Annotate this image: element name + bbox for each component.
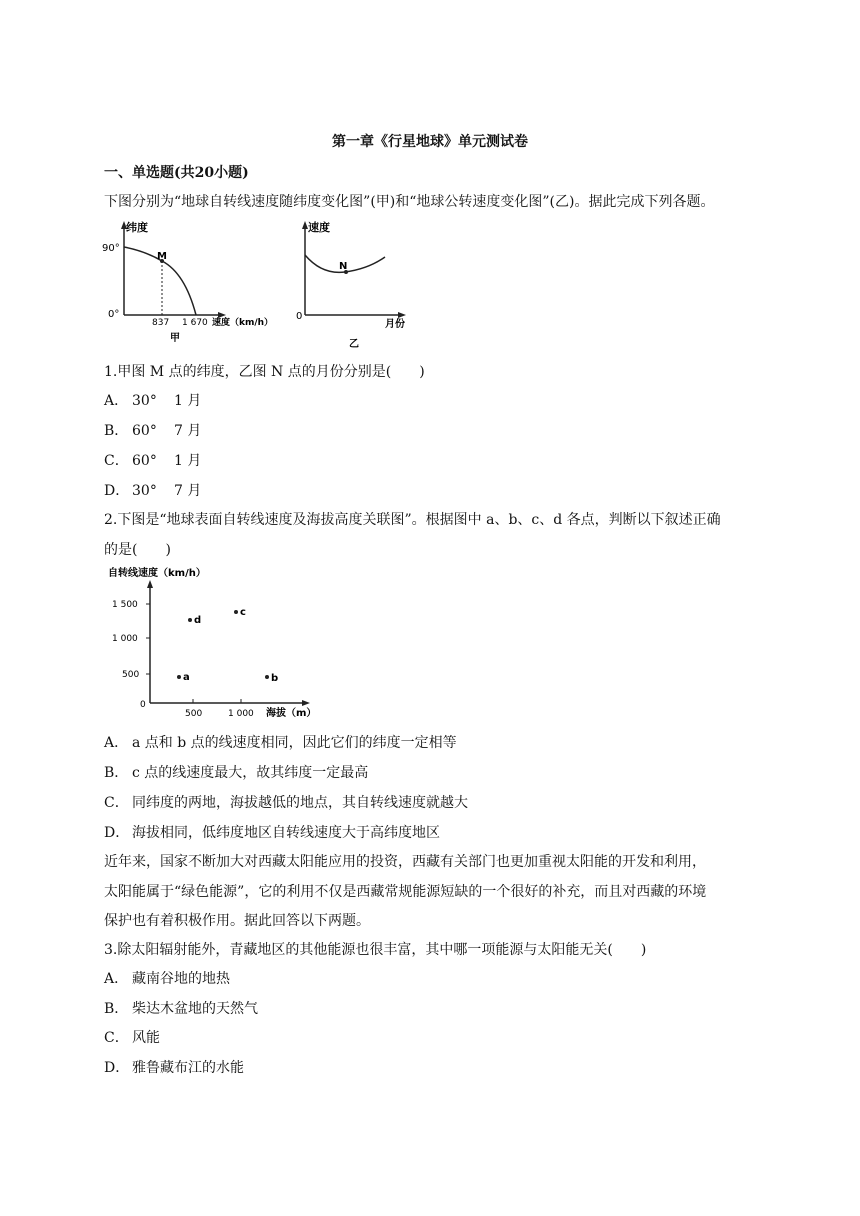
intro-text: 下图分别为“地球自转线速度随纬度变化图”(甲)和“地球公转速度变化图”(乙)。据此完成下列各题。 [104, 194, 715, 210]
option-key: D． [104, 483, 130, 499]
option-text: 藏南谷地的地热 [132, 971, 230, 987]
fig2-point-b [265, 675, 269, 679]
jia-y-top: 90° [102, 243, 120, 254]
jia-origin: 0° [108, 309, 120, 320]
option-text: 海拔相同，低纬度地区自转线速度大于高纬度地区 [132, 825, 440, 841]
fig2-x-tick-500: 500 [185, 709, 203, 719]
fig2-point-a [177, 675, 181, 679]
figure-1 [100, 215, 430, 350]
fig2-point-d [188, 618, 192, 622]
option-key: B． [104, 765, 129, 781]
figure-yi [296, 220, 406, 350]
fig2-origin: 0 [140, 700, 146, 710]
q1-stem: 1.甲图 M 点的纬度，乙图 N 点的月份分别是( ) [104, 364, 425, 380]
fig2-y-tick-500: 500 [122, 670, 140, 680]
fig2-y-label: 自转线速度（km/h） [108, 568, 206, 579]
option-value: 30° [132, 393, 157, 409]
jia-x-tick-1670: 1 670 [182, 318, 208, 328]
fig2-point-a-label: a [183, 672, 190, 683]
q2-option-b [104, 762, 368, 782]
q1-option-c [104, 450, 201, 470]
fig2-point-b-label: b [271, 673, 279, 684]
option-value: 60° [132, 423, 157, 439]
q3-option-a [104, 968, 230, 988]
option-key: C． [104, 795, 129, 811]
option-key: B． [104, 1001, 129, 1017]
fig2-point-c-label: c [240, 607, 246, 618]
q3-option-b [104, 998, 258, 1018]
option-key: A． [104, 393, 129, 409]
option-value: 1 月 [174, 453, 202, 469]
yi-y-label: 速度 [308, 221, 330, 234]
page-title: 第一章《行星地球》单元测试卷 [332, 134, 528, 150]
q3-option-c [104, 1027, 160, 1047]
option-text: 风能 [132, 1030, 160, 1046]
option-text: a 点和 b 点的线速度相同，因此它们的纬度一定相等 [132, 735, 457, 751]
option-text: c 点的线速度最大，故其纬度一定最高 [132, 765, 369, 781]
q1-option-b [104, 420, 201, 440]
yi-caption: 乙 [349, 339, 359, 350]
section-heading: 一、单选题(共20小题) [104, 165, 249, 181]
option-value: 30° [132, 483, 157, 499]
passage-line3: 保护也有着积极作用。据此回答以下两题。 [104, 913, 370, 929]
figure-2 [104, 562, 334, 722]
jia-x-label: 速度（km/h） [212, 318, 274, 328]
option-key: D． [104, 825, 130, 841]
option-value: 1 月 [174, 393, 202, 409]
fig2-x-label: 海拔（m） [266, 708, 317, 719]
option-key: D． [104, 1060, 130, 1076]
option-key: B． [104, 423, 129, 439]
option-key: A． [104, 735, 129, 751]
q2-option-d [104, 822, 440, 842]
q1-option-d [104, 480, 201, 500]
passage-line1: 近年来，国家不断加大对西藏太阳能应用的投资，西藏有关部门也更加重视太阳能的开发和利用， [104, 854, 706, 870]
jia-x-tick-837: 837 [152, 318, 170, 328]
option-key: C． [104, 1030, 129, 1046]
fig2-y-tick-1500: 1 500 [112, 600, 138, 610]
jia-caption: 甲 [170, 333, 180, 344]
option-text: 雅鲁藏布江的水能 [132, 1060, 244, 1076]
option-value: 60° [132, 453, 157, 469]
q1-option-a [104, 390, 201, 410]
fig2-point-c [234, 610, 238, 614]
option-value: 7 月 [174, 423, 202, 439]
option-key: A． [104, 971, 129, 987]
option-text: 同纬度的两地，海拔越低的地点，其自转线速度就越大 [132, 795, 468, 811]
fig2-point-d-label: d [194, 615, 202, 626]
jia-point-label: M [157, 251, 167, 262]
q2-stem-line2: 的是( ) [104, 542, 171, 558]
figure-jia [102, 220, 273, 344]
q2-option-a [104, 732, 457, 752]
yi-origin: 0 [296, 311, 303, 322]
option-value: 7 月 [174, 483, 202, 499]
fig2-y-tick-1000: 1 000 [112, 634, 138, 644]
q2-stem-line1: 2.下图是“地球表面自转线速度及海拔高度关联图”。根据图中 a、b、c、d 各点，判断以下叙述正确 [104, 512, 721, 528]
option-key: C． [104, 453, 129, 469]
yi-point-label: N [339, 261, 348, 272]
q2-option-c [104, 792, 468, 812]
yi-x-label: 月份 [385, 319, 405, 330]
q3-option-d [104, 1057, 244, 1077]
q3-stem: 3.除太阳辐射能外，青藏地区的其他能源也很丰富，其中哪一项能源与太阳能无关( ) [104, 942, 647, 958]
option-text: 柴达木盆地的天然气 [132, 1001, 258, 1017]
passage-line2: 太阳能属于“绿色能源”，它的利用不仅是西藏常规能源短缺的一个很好的补充，而且对西藏的环境 [104, 884, 707, 900]
fig2-x-tick-1000: 1 000 [228, 709, 254, 719]
jia-y-label: 纬度 [126, 221, 148, 234]
